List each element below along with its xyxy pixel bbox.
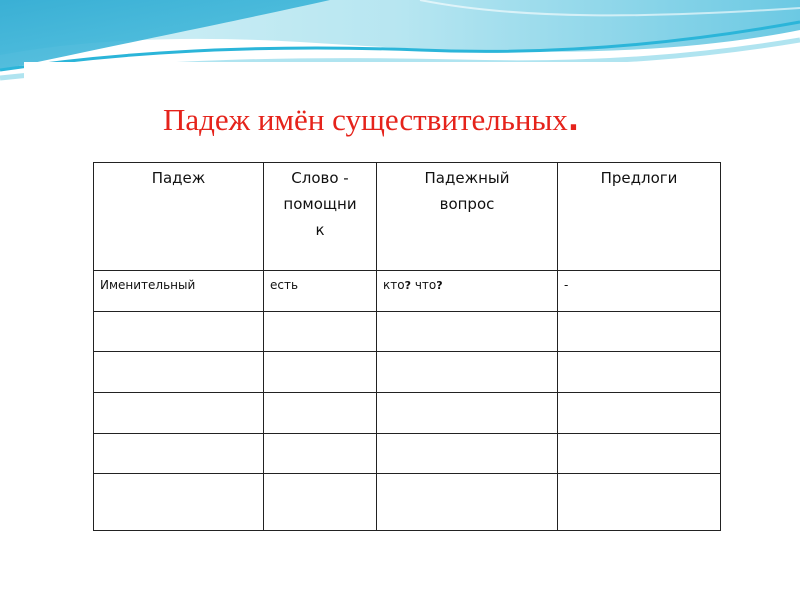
empty-cell (377, 434, 558, 474)
header-prepositions-label: Предлоги (600, 169, 678, 187)
empty-cell (94, 393, 264, 434)
case-table (93, 162, 721, 531)
empty-cell (558, 434, 721, 474)
cell-prepositions: - (558, 271, 721, 312)
header-prepositions (558, 163, 721, 271)
header-case (94, 163, 264, 271)
cell-question (377, 271, 558, 312)
empty-cell (377, 474, 558, 531)
table-row (94, 271, 721, 312)
header-question-line1: Падежный (424, 169, 510, 187)
empty-cell (94, 474, 264, 531)
table-row (94, 393, 721, 434)
empty-cell (264, 434, 377, 474)
cell-case: Именительный (94, 271, 264, 312)
empty-cell (558, 312, 721, 352)
table-row (94, 434, 721, 474)
question-who: кто (383, 278, 405, 292)
page-title-text: Падеж имён существительных (163, 102, 568, 137)
empty-cell (377, 352, 558, 393)
empty-cell (94, 352, 264, 393)
table-row (94, 474, 721, 531)
empty-cell (264, 474, 377, 531)
empty-cell (558, 393, 721, 434)
empty-cell (558, 352, 721, 393)
table-row (94, 312, 721, 352)
cell-helper: есть (264, 271, 377, 312)
page-title-period: . (567, 103, 580, 138)
empty-cell (264, 312, 377, 352)
empty-cell (264, 352, 377, 393)
header-helper-line2: помощни (283, 195, 357, 213)
page-title (163, 104, 579, 136)
question-mark-1: ? (404, 279, 411, 292)
header-helper-line3: к (315, 221, 325, 239)
question-mark-2: ? (436, 279, 443, 292)
header-case-label: Падеж (151, 169, 206, 187)
empty-cell (377, 312, 558, 352)
table-row (94, 352, 721, 393)
empty-cell (94, 312, 264, 352)
empty-cell (377, 393, 558, 434)
empty-cell (94, 434, 264, 474)
header-helper-line1: Слово - (291, 169, 349, 187)
empty-cell (264, 393, 377, 434)
header-question-line2: вопрос (439, 195, 495, 213)
header-case-question (377, 163, 558, 271)
header-helper-word (264, 163, 377, 271)
empty-cell (558, 474, 721, 531)
table-header-row (94, 163, 721, 271)
question-what: что (414, 278, 437, 292)
